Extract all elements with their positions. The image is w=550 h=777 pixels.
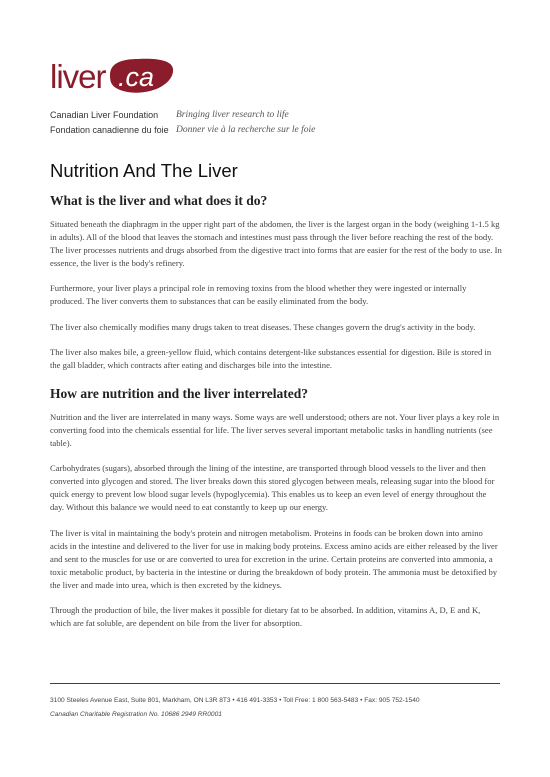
- document-title: Nutrition And The Liver: [50, 160, 238, 181]
- footer-charity-number: Canadian Charitable Registration No. 10686 2949 RR0001: [50, 711, 222, 718]
- document-body: [50, 193, 502, 642]
- tagline-fr: Donner vie à la recherche sur le foie: [176, 125, 316, 135]
- tagline-en: Bringing liver research to life: [176, 110, 289, 120]
- paragraph: Carbohydrates (sugars), absorbed through the lining of the intestine, are transported through blood vessels to the liver and then converted into glycogen and stored. The liver breaks down this stored glycogen between meals, releasing sugar into the blood for quick energy to prevent low blood sugar levels (hypoglycemia). This enables us to keep an even level of energy throughout the day. Without this balance we would need to eat constantly to keep up our energy.: [50, 463, 495, 513]
- paragraph: The liver also makes bile, a green-yellow fluid, which contains detergent-like substances essential for digestion. Bile is stored in the gall bladder, which contracts after eating and discharges bile into the intestine.: [50, 346, 492, 370]
- org-name-en: Canadian Liver Foundation: [50, 110, 159, 120]
- footer-divider: [50, 683, 500, 684]
- org-name-fr: Fondation canadienne du foie: [50, 125, 169, 135]
- paragraph: Situated beneath the diaphragm in the upper right part of the abdomen, the liver is the largest organ in the body (weighing 1-1.5 kg in adults). All of the blood that leaves the stomach and intestines must pass through the liver before reaching the rest of the body. The liver processes nutrients and drugs absorbed from the digestive tract into forms that are easier for the rest of the body to use. In essence, the liver is the body's refinery.: [50, 219, 502, 269]
- logo-suffix: .ca: [118, 62, 155, 92]
- organization-names: [50, 108, 169, 138]
- paragraph: The liver is vital in maintaining the body's protein and nitrogen metabolism. Proteins in foods can be broken down into amino acids in the intestine and delivered to the liver for use in making body proteins. Excess amino acids are either released by the liver and sent to the muscles for use or are converted to urea for excretion in the urine. Certain proteins are converted into ammonia, a toxic metabolic product, by bacteria in the intestine or during the breakdown of body protein. The ammonia must be detoxified by the liver and made into urea, which is then excreted by the kidneys.: [50, 527, 498, 590]
- logo-word: liver: [50, 58, 106, 95]
- liver-ca-logo: [50, 57, 175, 97]
- paragraph: Through the production of bile, the liver makes it possible for dietary fat to be absorbed. In addition, vitamins A, D, E and K, which are fat soluble, are dependent on bile from the liver for absorption.: [50, 604, 481, 629]
- taglines: [176, 108, 315, 138]
- paragraph: Nutrition and the liver are interrelated in many ways. Some ways are well understood; others are not. Your liver plays a key role in converting food into the chemicals essential for life. The liver serves several important metabolic tasks in handling nutrients (see table).: [50, 411, 500, 449]
- section-heading: What is the liver and what does it do?: [50, 193, 268, 208]
- footer-address: 3100 Steeles Avenue East, Suite 801, Markham, ON L3R 8T3 • 416 491-3353 • Toll Free: 1 800 563-5483 • Fax: 905 752-1540: [50, 697, 420, 704]
- paragraph: The liver also chemically modifies many drugs taken to treat diseases. These changes govern the drug's activity in the body.: [50, 321, 476, 332]
- paragraph: Furthermore, your liver plays a principal role in removing toxins from the blood whether they were ingested or internally produced. The liver converts them to substances that can be easily eliminated from the body.: [50, 283, 467, 307]
- section-heading: How are nutrition and the liver interrelated?: [50, 385, 308, 401]
